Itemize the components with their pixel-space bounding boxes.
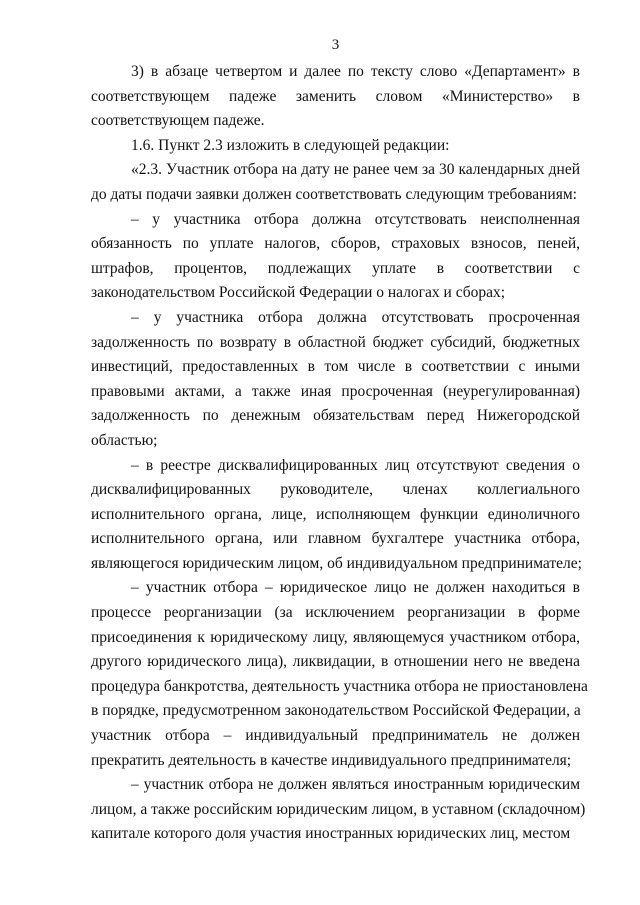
paragraph-line: участник отбора – индивидуальный предприниматель не должен	[91, 727, 580, 745]
page-number: 3	[331, 37, 340, 53]
paragraph-line: исполнительного органа, лице, исполняющем функции единоличного	[91, 505, 580, 523]
paragraph-line: прекратить деятельность в качестве индивидуального предпринимателя;	[91, 751, 572, 769]
paragraph-line: «2.3. Участник отбора на дату не ранее чем за 30 календарных дней	[131, 161, 580, 179]
paragraph	[91, 306, 580, 454]
paragraph-line: – у участника отбора должна отсутствовать неисполненная	[131, 210, 580, 228]
paragraph-line: лицом, а также российским юридическим лицом, в уставном (складочном)	[91, 800, 586, 818]
paragraph-line: обязанность по уплате налогов, сборов, страховых взносов, пеней,	[91, 235, 580, 253]
paragraph-line: 1.6. Пункт 2.3 изложить в следующей редакции:	[131, 136, 450, 154]
paragraph-line: исполнительного органа, или главном бухгалтере участника отбора,	[91, 530, 580, 548]
paragraph-line: – у участника отбора должна отсутствовать просроченная	[131, 308, 580, 326]
paragraph-line: до даты подачи заявки должен соответствовать следующим требованиям:	[91, 185, 577, 203]
paragraph-line: дисквалифицированных руководителе, членах коллегиального	[91, 481, 580, 499]
paragraph-line: процедура банкротства, деятельность участника отбора не приостановлена	[91, 677, 588, 695]
paragraph-line: штрафов, процентов, подлежащих уплате в соответствии с	[91, 259, 580, 277]
paragraph	[91, 454, 580, 577]
document-body	[91, 60, 588, 847]
paragraph-line: задолженность по возврату в областной бюджет субсидий, бюджетных	[91, 333, 580, 351]
paragraph	[91, 158, 580, 207]
paragraph-line: 3) в абзаце четвертом и далее по тексту слово «Департамент» в	[131, 63, 580, 80]
paragraph-line: – участник отбора не должен являться иностранным юридическим	[131, 776, 580, 794]
paragraph-line: процессе реорганизации (за исключением реорганизации в форме	[91, 604, 580, 622]
paragraph	[91, 60, 580, 134]
paragraph-line: правовыми актами, а также иная просроченная (неурегулированная)	[91, 382, 580, 400]
paragraph-line: – в реестре дисквалифицированных лиц отсутствуют сведения о	[131, 456, 580, 474]
paragraph	[91, 576, 588, 773]
paragraph	[91, 134, 580, 159]
paragraph-line: законодательством Российской Федерации о налогах и сборах;	[91, 284, 506, 302]
paragraph-line: другого юридического лица), ликвидации, в отношении него не введена	[91, 653, 580, 671]
paragraph-line: в порядке, предусмотренном законодательством Российской Федерации, а	[91, 702, 581, 720]
paragraph-line: присоединения к юридическому лицу, являющемуся участником отбора,	[91, 628, 580, 646]
paragraph-line: капитале которого доля участия иностранных юридических лиц, местом	[91, 825, 571, 843]
paragraph-line: – участник отбора – юридическое лицо не должен находиться в	[131, 579, 580, 597]
paragraph-line: являющегося юридическим лицом, об индивидуальном предпринимателе;	[91, 554, 582, 572]
paragraph	[91, 208, 580, 306]
paragraph-line: инвестиций, предоставленных в том числе в соответствии с иными	[91, 358, 580, 376]
paragraph-line: соответствующем падеже заменить словом «Министерство» в	[91, 87, 580, 105]
paragraph-line: областью;	[91, 431, 158, 449]
paragraph-line: задолженность по денежным обязательствам перед Нижегородской	[91, 407, 580, 425]
paragraph-line: соответствующем падеже.	[91, 112, 265, 130]
paragraph	[91, 773, 586, 847]
